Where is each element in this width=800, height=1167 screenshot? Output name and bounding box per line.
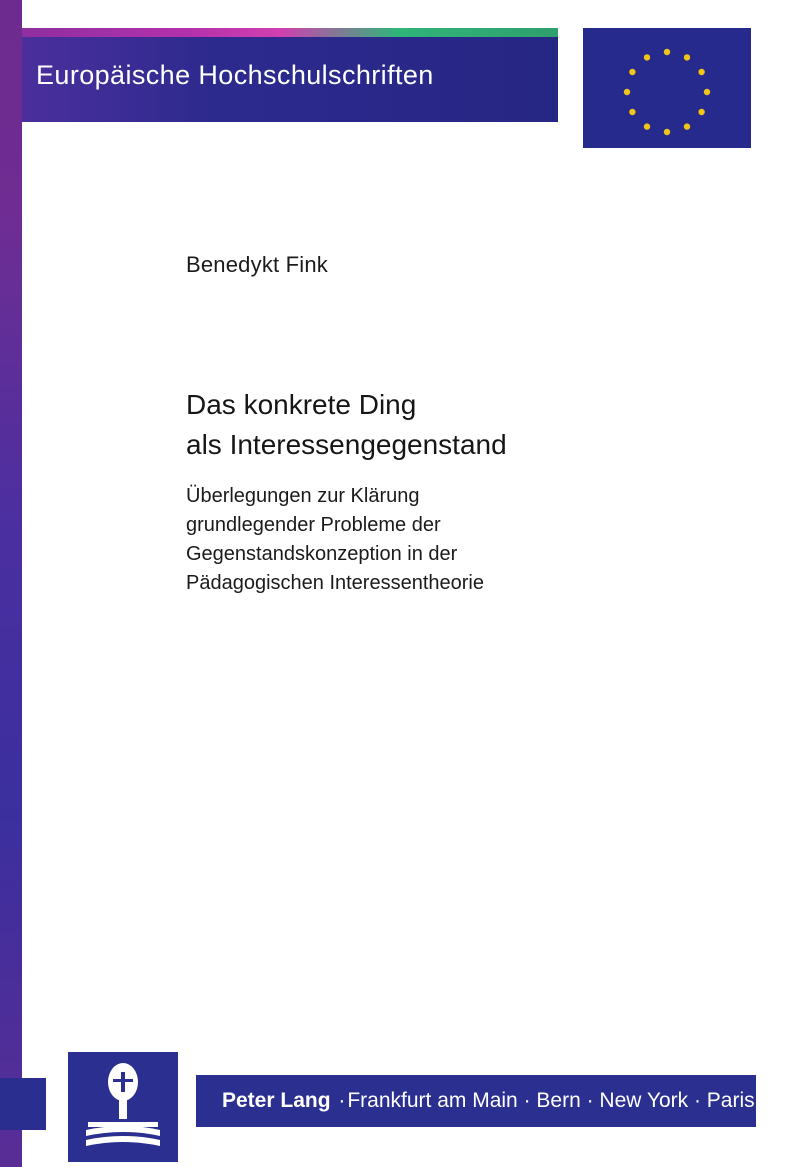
spine-gradient-bar [0,0,22,1167]
author-name: Benedykt Fink [186,252,329,277]
title-line: Das konkrete Ding [186,389,417,420]
series-title: Europäische Hochschulschriften [36,60,434,90]
publisher-bar [196,1075,756,1127]
peter-lang-tree-logo [68,1052,178,1162]
spine-bottom-block [0,1078,46,1130]
subtitle-line: Gegenstandskonzeption in der [186,543,458,565]
subtitle-line: Überlegungen zur Klärung [186,485,420,507]
publisher-cities: Frankfurt am Main · Bern · New York · Paris [347,1089,755,1112]
banner-color-stripe [22,28,558,37]
series-banner [22,28,558,122]
european-union-flag [583,28,751,148]
subtitle-line: grundlegender Probleme der [186,514,441,536]
book-title [186,385,706,465]
subtitle-line: Pädagogischen Interessentheorie [186,572,484,594]
publisher-name: Peter Lang [222,1089,331,1112]
title-line: als Interessengegenstand [186,429,507,460]
publisher-line [222,1089,755,1113]
publisher-separator: · [332,1089,346,1112]
book-subtitle [186,482,686,598]
